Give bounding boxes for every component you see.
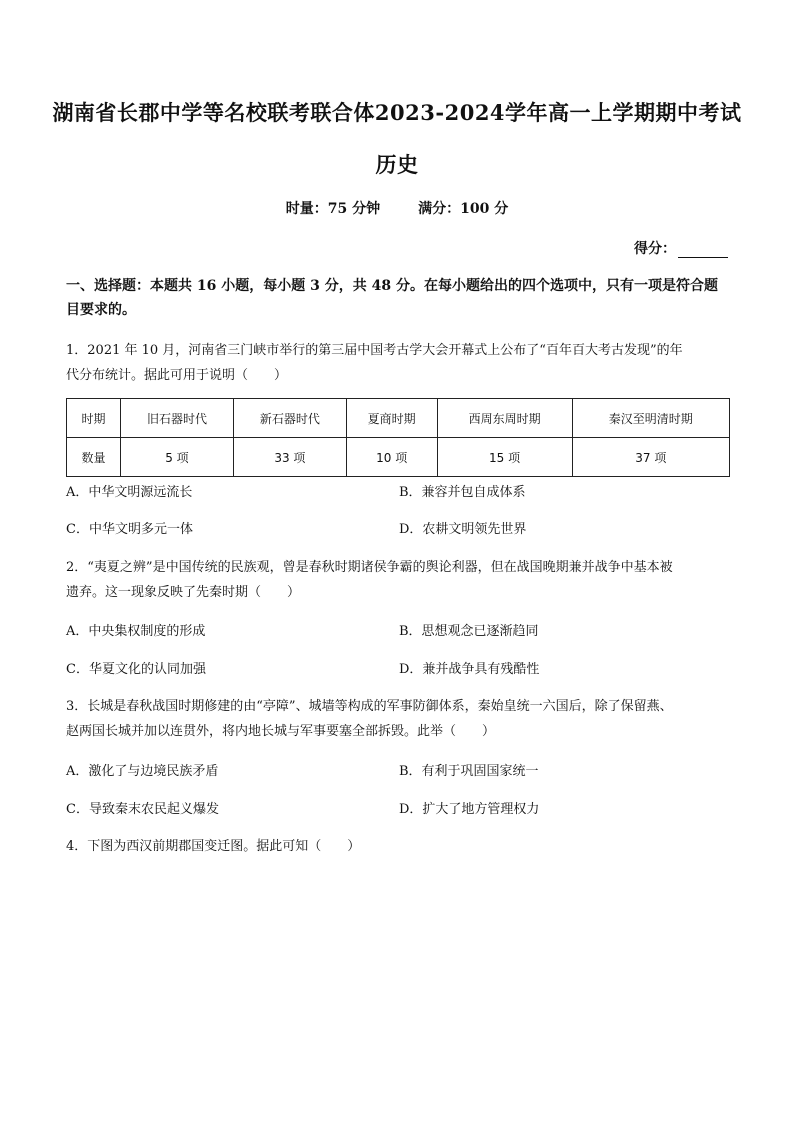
- question-1-option-a[interactable]: A．中华文明源远流长: [66, 485, 193, 500]
- question-3-stem: [66, 694, 730, 744]
- question-3-line1: 3．长城是春秋战国时期修建的由“亭障”、城墙等构成的军事防御体系，秦始皇统一六国后，除了保留燕、: [66, 699, 673, 714]
- table-cell-count: 33 项: [233, 438, 346, 477]
- table-cell-period: 旧石器时代: [121, 399, 234, 438]
- question-2-line2: 遗弃。这一现象反映了先秦时期（ ）: [66, 585, 301, 600]
- score-label: 得分：: [634, 241, 676, 257]
- full-score: 满分：100 分: [418, 201, 509, 217]
- question-1-option-c[interactable]: C．中华文明多元一体: [66, 522, 193, 537]
- table-cell-count: 10 项: [346, 438, 437, 477]
- question-2-line1: 2．“夷夏之辨”是中国传统的民族观，曾是春秋时期诸侯争霸的舆论利器，但在战国晚期兼并战争中基本被: [66, 560, 673, 575]
- question-1-stem: [66, 338, 730, 388]
- subject-title: 历史: [375, 152, 419, 177]
- table-header-period: 时期: [67, 399, 121, 438]
- exam-meta: [0, 198, 794, 218]
- table-row-counts: [67, 438, 730, 477]
- question-2-option-c[interactable]: C．华夏文化的认同加强: [66, 662, 206, 677]
- question-1-line1: 1．2021 年 10 月，河南省三门峡市举行的第三届中国考古学大会开幕式上公布了“百年百大考古发现”的年: [66, 343, 683, 358]
- question-3-option-d[interactable]: D．扩大了地方管理权力: [399, 802, 540, 817]
- table-row-periods: [67, 399, 730, 438]
- question-3-option-c[interactable]: C．导致秦末农民起义爆发: [66, 802, 219, 817]
- discovery-distribution-table: [66, 398, 730, 477]
- table-cell-count: 37 项: [572, 438, 729, 477]
- question-2-option-b[interactable]: B．思想观念已逐渐趋同: [399, 624, 539, 639]
- score-field: [634, 238, 728, 258]
- table-cell-count: 5 项: [121, 438, 234, 477]
- table-cell-period: 西周东周时期: [437, 399, 572, 438]
- question-3-line2: 赵两国长城并加以连贯外，将内地长城与军事要塞全部拆毁。此举（ ）: [66, 724, 496, 739]
- question-2-option-d[interactable]: D．兼并战争具有残酷性: [399, 662, 540, 677]
- table-cell-period: 夏商时期: [346, 399, 437, 438]
- question-3-option-a[interactable]: A．激化了与边境民族矛盾: [66, 764, 219, 779]
- question-1-line2: 代分布统计。据此可用于说明（ ）: [66, 368, 288, 383]
- score-blank[interactable]: [678, 243, 728, 258]
- question-1-option-b[interactable]: B．兼容并包自成体系: [399, 485, 526, 500]
- question-3-option-b[interactable]: B．有利于巩固国家统一: [399, 764, 539, 779]
- question-2-option-a[interactable]: A．中央集权制度的形成: [66, 624, 206, 639]
- table-cell-period: 秦汉至明清时期: [572, 399, 729, 438]
- table-cell-period: 新石器时代: [233, 399, 346, 438]
- question-4-stem: 4．下图为西汉前期郡国变迁图。据此可知（ ）: [66, 839, 361, 854]
- exam-title: 湖南省长郡中学等名校联考联合体2023-2024学年高一上学期期中考试: [52, 100, 742, 125]
- table-cell-count: 15 项: [437, 438, 572, 477]
- question-2-stem: [66, 555, 730, 605]
- time-limit: 时量：75 分钟: [285, 201, 381, 217]
- table-header-count: 数量: [67, 438, 121, 477]
- question-1-option-d[interactable]: D．农耕文明领先世界: [399, 522, 527, 537]
- section-heading: 一、选择题：本题共 16 小题，每小题 3 分，共 48 分。在每小题给出的四个选项中，只有一项是符合题目要求的。: [66, 278, 718, 318]
